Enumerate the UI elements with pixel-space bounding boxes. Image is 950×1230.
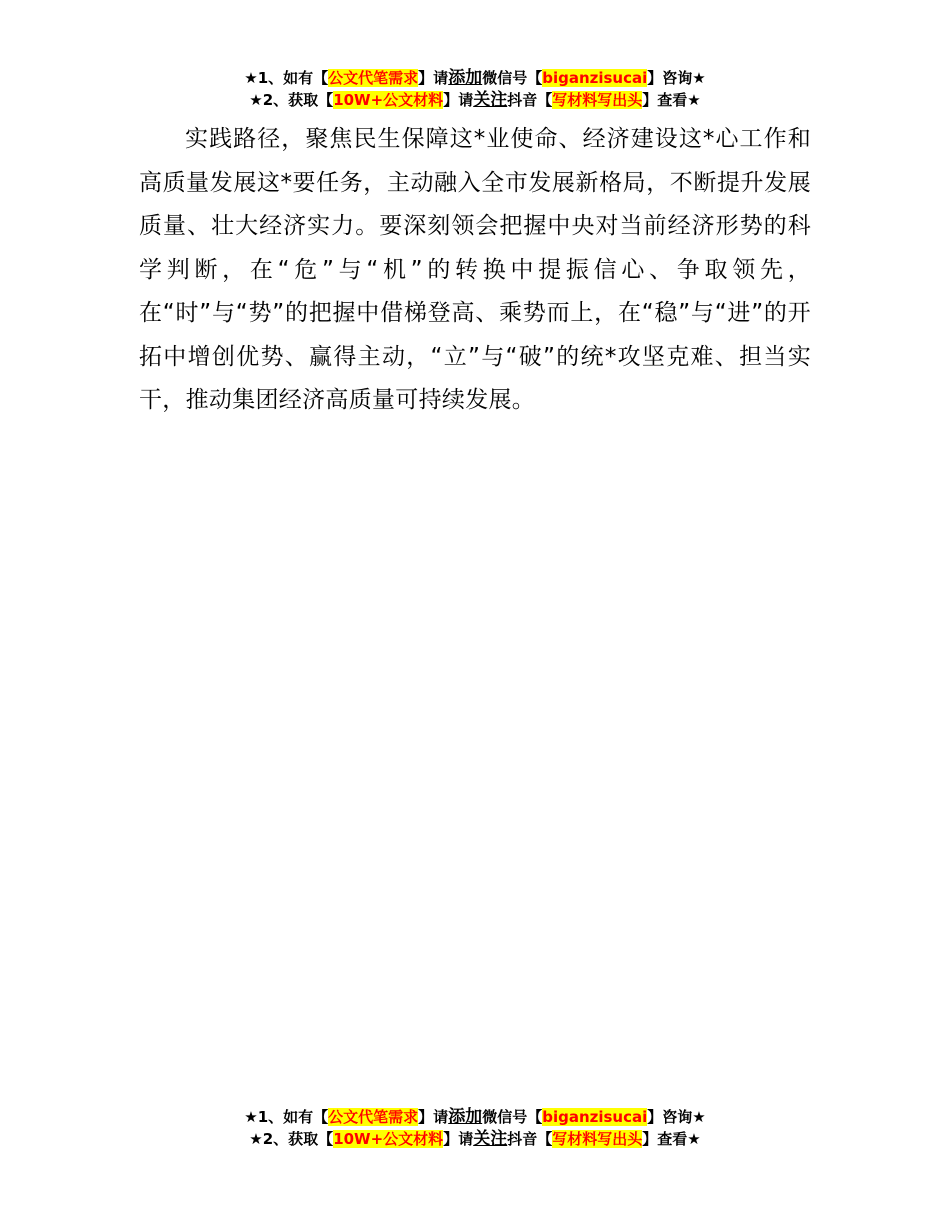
notice-text: 】请 xyxy=(443,1130,474,1148)
highlight-text: 公文代笔需求 xyxy=(328,69,419,87)
notice-text: 】查看★ xyxy=(642,91,701,109)
highlight-text: 公文代笔需求 xyxy=(328,1108,419,1126)
underlined-text: 关注 xyxy=(473,90,508,110)
notice-text: 】请 xyxy=(443,91,474,109)
header-notice xyxy=(0,67,950,111)
notice-text: 】咨询★ xyxy=(647,69,706,87)
notice-text: 】咨询★ xyxy=(647,1108,706,1126)
notice-text: ★2、获取【 xyxy=(249,91,334,109)
highlight-text: 10W+公文材料 xyxy=(333,1130,444,1148)
notice-text: 抖音【 xyxy=(507,1130,553,1148)
notice-line-2 xyxy=(0,89,950,111)
notice-text: ★2、获取【 xyxy=(249,1130,334,1148)
notice-line-1 xyxy=(0,1106,950,1128)
highlight-text: 10W+公文材料 xyxy=(333,91,444,109)
highlight-text: biganzisucai xyxy=(542,69,648,87)
notice-text: ★1、如有【 xyxy=(244,1108,329,1126)
notice-text: 抖音【 xyxy=(507,91,553,109)
notice-text: 】请 xyxy=(418,1108,449,1126)
notice-text: 】请 xyxy=(418,69,449,87)
body-paragraph: 实践路径，聚焦民生保障这*业使命、经济建设这*心工作和高质量发展这*要任务，主动融入全市发展新格局，不断提升发展质量、壮大经济实力。要深刻领会把握中央对当前经济形势的科学判断，在“危”与“机”的转换中提振信心、争取领先，在“时”与“势”的把握中借梯登高、乘势而上，在“稳”与“进”的开拓中增创优势、赢得主动，“立”与“破”的统*攻坚克难、担当实干，推动集团经济高质量可持续发展。 xyxy=(139,126,811,413)
notice-text: 微信号【 xyxy=(482,69,543,87)
underlined-text: 添加 xyxy=(448,1107,483,1127)
highlight-text: biganzisucai xyxy=(542,1108,648,1126)
notice-text: 微信号【 xyxy=(482,1108,543,1126)
notice-line-1 xyxy=(0,67,950,89)
footer-notice xyxy=(0,1106,950,1150)
notice-line-2 xyxy=(0,1128,950,1150)
highlight-text: 写材料写出头 xyxy=(552,1130,643,1148)
highlight-text: 写材料写出头 xyxy=(552,91,643,109)
underlined-text: 添加 xyxy=(448,68,483,88)
underlined-text: 关注 xyxy=(473,1129,508,1149)
notice-text: ★1、如有【 xyxy=(244,69,329,87)
notice-text: 】查看★ xyxy=(642,1130,701,1148)
